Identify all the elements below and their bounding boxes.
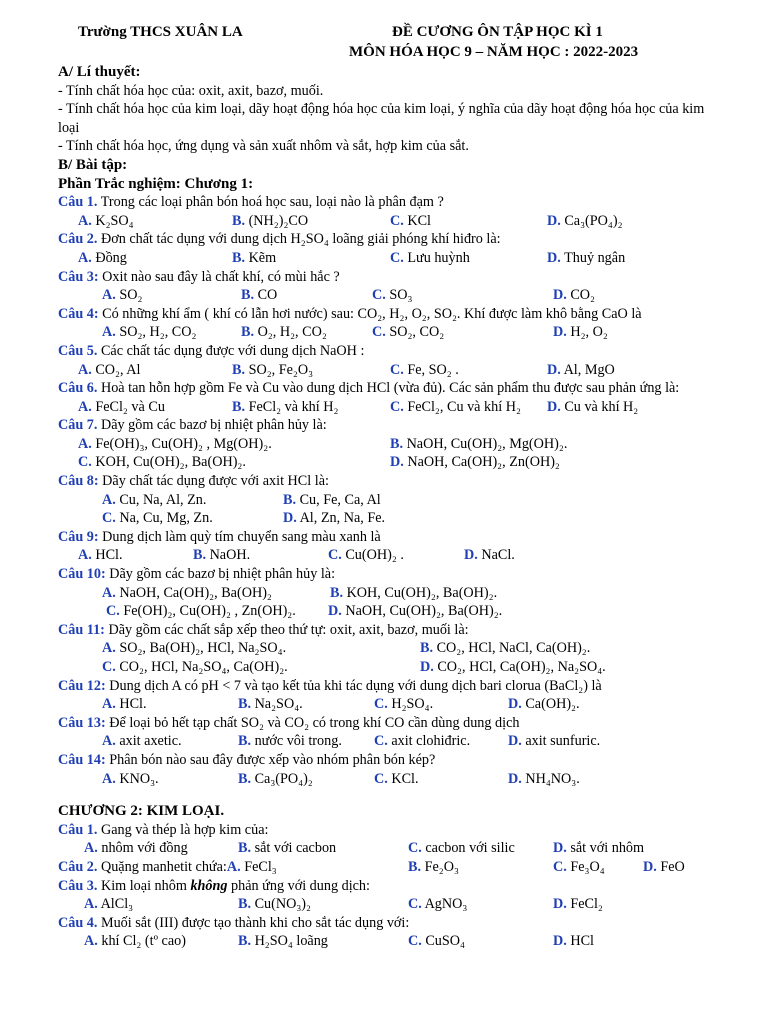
options-row (58, 323, 726, 342)
option-c: C. KCl. (374, 770, 419, 787)
option-b: B. Cu(NO₃)₂ (238, 896, 311, 913)
options-row (58, 658, 726, 677)
options-row (58, 546, 726, 565)
question-text: Trong các loại phân bón hoá học sau, loại nào là phân đạm ? (100, 194, 444, 211)
option-d: D. axit sunfuric. (508, 733, 601, 750)
question (58, 268, 726, 287)
option-c: C. CuSO₄ (408, 933, 465, 950)
options-row (58, 212, 726, 231)
question (58, 416, 726, 435)
option-a: A. K₂SO₄ (78, 212, 134, 229)
option-c: C. Fe, SO₂ . (390, 361, 459, 378)
option-a: A. KNO₃. (102, 770, 159, 787)
option-d: D. FeCl₂ (553, 896, 603, 913)
question (58, 193, 726, 212)
options-row (58, 770, 726, 789)
document-body (58, 63, 726, 951)
question-text: Gang và thép là hợp kim của: (100, 821, 269, 838)
question-number: Câu 13: (58, 714, 106, 731)
option-c: C. Fe₃O₄ (553, 858, 605, 875)
option-d: D. FeO (643, 858, 685, 875)
question-number: Câu 1. (58, 821, 98, 838)
option-a: A. CO₂, Al (78, 361, 141, 378)
option-b: B. nước vôi trong. (238, 733, 342, 750)
option-c: C. KCl (390, 212, 431, 229)
option-b: B. KOH, Cu(OH)₂, Ba(OH)₂. (330, 584, 498, 601)
option-d: D. Ca(OH)₂. (508, 696, 580, 713)
exercises-heading: B/ Bài tập: (58, 156, 128, 173)
question (58, 565, 726, 584)
question-number: Câu 11: (58, 621, 105, 638)
question (58, 342, 726, 361)
options-row (58, 639, 726, 658)
options-row (58, 491, 726, 510)
theory-bullet: - Tính chất hóa học của: oxit, axit, bazơ, muối. (58, 82, 324, 99)
question-number: Câu 14: (58, 751, 106, 768)
option-b: B. sắt với cacbon (238, 840, 337, 857)
question (58, 751, 726, 770)
options-row (58, 895, 726, 914)
question-number: Câu 5. (58, 342, 98, 359)
option-a: A. AlCl₃ (84, 896, 134, 913)
question (58, 914, 726, 933)
question-number: Câu 8: (58, 473, 99, 490)
option-a: A. Cu, Na, Al, Zn. (102, 491, 207, 508)
emphasis-text: không (190, 877, 228, 894)
option-d: D. NaOH, Ca(OH)₂, Zn(OH)₂ (390, 454, 560, 471)
question-text: phản ứng với dung dịch: (231, 877, 370, 894)
options-row (58, 932, 726, 951)
option-c: C. AgNO₃ (408, 896, 468, 913)
question-text: Phân bón nào sau đây được xếp vào nhóm phân bón kép? (109, 751, 436, 768)
question-number: Câu 7. (58, 417, 98, 434)
question-text: Oxit nào sau đây là chất khí, có mùi hắc ? (102, 268, 340, 285)
option-a: A. nhôm với đồng (84, 840, 188, 857)
option-a: FeCl₃ (244, 858, 277, 875)
option-c: C. Fe(OH)₂, Cu(OH)₂ , Zn(OH)₂. (106, 603, 296, 620)
option-a: A. SO₂, H₂, CO₂ (102, 324, 197, 341)
part-heading: Phần Trắc nghiệm: Chương 1: (58, 175, 254, 192)
options-row (58, 732, 726, 751)
subject-year: MÔN HÓA HỌC 9 – NĂM HỌC : 2022-2023 (349, 44, 639, 60)
question-number: Câu 3: (58, 268, 99, 285)
option-c: C. SO₃ (372, 287, 413, 304)
option-c: C. Lưu huỳnh (390, 249, 470, 266)
options-row (58, 839, 726, 858)
school-name: Trường THCS XUÂN LA (78, 24, 243, 40)
question-number: Câu 4. (58, 914, 98, 931)
question-text: Dãy gồm các bazơ bị nhiệt phân hủy là: (100, 417, 327, 434)
question-text: Dãy gồm các bazơ bị nhiệt phân hủy là: (109, 566, 336, 583)
option-b: B. Na₂SO₄. (238, 696, 303, 713)
question-text: Dãy chất tác dụng được với axit HCl là: (102, 473, 329, 490)
theory-bullet: - Tính chất hóa học, ứng dụng và sản xuất nhôm và sắt, hợp kim của sắt. (58, 138, 469, 155)
question-text: Dung dịch làm quỳ tím chuyển sang màu xanh là (102, 528, 381, 545)
option-d: D. Ca₃(PO₄)₂ (547, 212, 623, 229)
question (58, 305, 726, 324)
option-b: B. SO₂, Fe₂O₃ (232, 361, 314, 378)
question-number: Câu 3. (58, 877, 98, 894)
question (58, 379, 726, 398)
option-b: B. H₂SO₄ loãng (238, 933, 328, 950)
option-d: D. NaOH, Cu(OH)₂, Ba(OH)₂. (328, 603, 503, 620)
options-row (58, 602, 726, 621)
options-row (58, 453, 726, 472)
option-d: D. Cu và khí H₂ (547, 398, 639, 415)
question-number: Câu 1. (58, 194, 98, 211)
options-row (58, 435, 726, 454)
option-b: B. Ca₃(PO₄)₂ (238, 770, 313, 787)
option-b: B. O₂, H₂, CO₂ (241, 324, 327, 341)
theory-bullet: - Tính chất hóa học của kim loại, dãy hoạt động hóa học của kim loại, ý nghĩa của dãy hoạt động hóa học của kim loại (58, 101, 705, 136)
question-number: Câu 2. (58, 231, 98, 248)
question-text: Kim loại nhôm (100, 877, 187, 894)
option-c: C. cacbon với silic (408, 840, 515, 857)
question-text: Có những khí ẩm ( khí có lẫn hơi nước) sau: CO₂, H₂, O₂, SO₂. Khí được làm khô bằng CaO là (102, 305, 642, 322)
options-row (58, 509, 726, 528)
question-text: Đơn chất tác dụng với dung dịch H₂SO₄ loãng giải phóng khí hiđro là: (100, 231, 501, 248)
document-title: ĐỀ CƯƠNG ÔN TẬP HỌC KÌ 1 (392, 24, 603, 40)
question-number: Câu 2. (58, 858, 98, 875)
option-b: B. NaOH, Cu(OH)₂, Mg(OH)₂. (390, 435, 568, 452)
option-a: A. Fe(OH)₃, Cu(OH)₂ , Mg(OH)₂. (78, 435, 272, 452)
option-c: C. Na, Cu, Mg, Zn. (102, 510, 213, 527)
option-a: A. axit axetic. (102, 733, 182, 750)
option-c: C. CO₂, HCl, Na₂SO₄, Ca(OH)₂. (102, 659, 288, 675)
option-b: B. NaOH. (193, 547, 251, 564)
option-b: B. Fe₂O₃ (408, 858, 459, 875)
option-d: D. CO₂ (553, 287, 595, 304)
chapter-heading: CHƯƠNG 2: KIM LOẠI. (58, 803, 225, 820)
option-c: C. KOH, Cu(OH)₂, Ba(OH)₂. (78, 454, 246, 471)
option-a: A. SO₂, Ba(OH)₂, HCl, Na₂SO₄. (102, 640, 287, 657)
option-b: B. FeCl₂ và khí H₂ (232, 398, 339, 415)
option-b: B. Kẽm (232, 249, 277, 266)
question (58, 714, 726, 733)
option-d: D. Al, Zn, Na, Fe. (283, 510, 386, 527)
option-a: A. Đồng (78, 249, 127, 266)
question (58, 621, 726, 640)
options-row (58, 695, 726, 714)
option-d: D. NH₄NO₃. (508, 770, 580, 787)
option-a: A. HCl. (78, 547, 123, 564)
option-d: D. CO₂, HCl, Ca(OH)₂, Na₂SO₄. (420, 659, 606, 675)
options-row (58, 249, 726, 268)
option-b: B. Cu, Fe, Ca, Al (283, 491, 381, 508)
option-d: D. HCl (553, 933, 594, 950)
options-row (58, 286, 726, 305)
question-text: Hoà tan hỗn hợp gồm Fe và Cu vào dung dịch HCl (vừa đủ). Các sản phẩm thu được sau phản ứng là: (100, 380, 680, 397)
options-row (58, 361, 726, 380)
option-d: D. H₂, O₂ (553, 324, 608, 341)
question-text: Quặng manhetit chứa: (100, 858, 227, 875)
question-text: Muối sắt (III) được tạo thành khi cho sắt tác dụng với: (100, 914, 410, 931)
question-number: Câu 10: (58, 566, 106, 583)
option-c: C. SO₂, CO₂ (372, 324, 445, 341)
question-number: Câu 6. (58, 380, 98, 397)
question-number: Câu 12: (58, 677, 106, 694)
option-c: C. Cu(OH)₂ . (328, 547, 404, 564)
option-a: A. SO₂ (102, 287, 143, 304)
question-text: Các chất tác dụng được với dung dịch NaOH : (100, 342, 365, 359)
question-text: Để loại bỏ hết tạp chất SO₂ và CO₂ có trong khí CO cần dùng dung dịch (109, 714, 520, 731)
question (58, 877, 726, 896)
option-a: A. HCl. (102, 696, 147, 713)
option-b: B. CO (241, 287, 278, 304)
option-d: D. Al, MgO (547, 361, 615, 378)
option-d: D. NaCl. (464, 547, 515, 564)
option-c: C. H₂SO₄. (374, 696, 434, 713)
question: Câu 2. Quặng manhetit chứa:A. FeCl₃ B. Fe₂O₃ C. Fe₃O₄ D. FeO (58, 858, 685, 875)
option-b: B. CO₂, HCl, NaCl, Ca(OH)₂. (420, 640, 591, 657)
option-c: C. FeCl₂, Cu và khí H₂ (390, 398, 521, 415)
question-text: Dãy gồm các chất sắp xếp theo thứ tự: oxit, axit, bazơ, muối là: (108, 621, 469, 638)
question (58, 821, 726, 840)
question-number: Câu 4: (58, 305, 99, 322)
options-row (58, 398, 726, 417)
theory-heading: A/ Lí thuyết: (58, 64, 141, 80)
option-b: B. (NH₂)₂CO (232, 212, 309, 229)
question (58, 528, 726, 547)
option-a: A. FeCl₂ và Cu (78, 398, 165, 415)
question-text: Dung dịch A có pH < 7 và tạo kết tủa khi tác dụng với dung dịch bari clorua (BaCl₂) là (109, 677, 602, 694)
question (58, 677, 726, 696)
option-d: D. Thuỷ ngân (547, 249, 626, 266)
question (58, 230, 726, 249)
option-a: A. khí Cl₂ (tº cao) (84, 933, 186, 950)
options-row (58, 584, 726, 603)
option-a: A. NaOH, Ca(OH)₂, Ba(OH)₂ (102, 584, 272, 601)
option-c: C. axit clohiđric. (374, 733, 471, 750)
question (58, 472, 726, 491)
option-d: D. sắt với nhôm (553, 840, 645, 857)
question-number: Câu 9: (58, 528, 99, 545)
